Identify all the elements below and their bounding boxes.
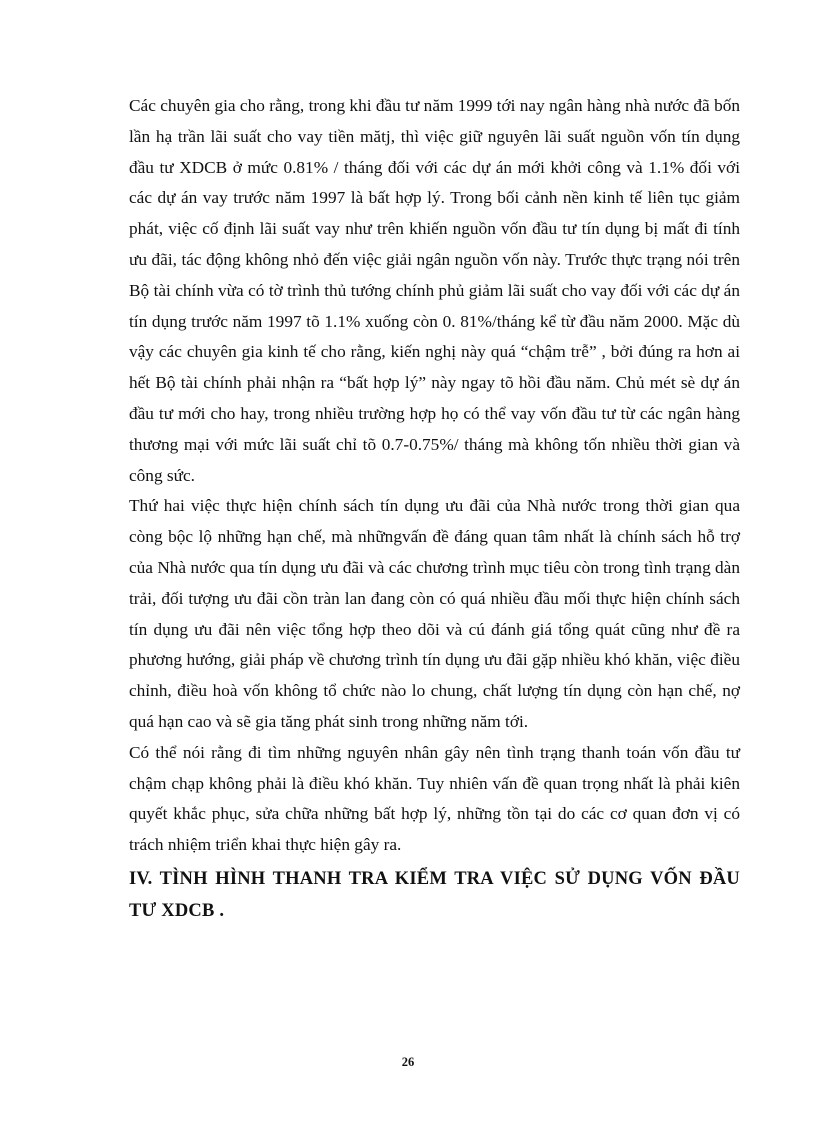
paragraph-causes: Có thể nói rằng đi tìm những nguyên nhân gây nên tình trạng thanh toán vốn đầu tư chậm chạp không phải là điều khó khăn. Tuy nhiên vấn đề quan trọng nhất là phải kiên quyết khắc phục, sửa chữa những bất hợp lý, những tồn tại do các cơ quan đơn vị có trách nhiệm triển khai thực hiện gây ra. bbox=[129, 742, 740, 855]
document-body bbox=[129, 91, 740, 927]
section-heading: IV. TÌNH HÌNH THANH TRA KIỂM TRA VIỆC SỬ DỤNG VỐN ĐẦU TƯ XDCB . bbox=[129, 868, 740, 921]
page-number: 26 bbox=[401, 1055, 415, 1069]
paragraph-interest-rates: Các chuyên gia cho rằng, trong khi đầu tư năm 1999 tới nay ngân hàng nhà nước đã bốn lần hạ trần lãi suất cho vay tiền mătj, thì việc giữ nguyên lãi suất nguồn vốn tín dụng đầu tư XDCB ở mức 0.81% / tháng đối với các dự án mới khởi công và 1.1% đối với các dự án vay trước năm 1997 là bất hợp lý. Trong bối cảnh nền kinh tế liên tục giảm phát, việc cố định lãi suất vay như trên khiến nguồn vốn đầu tư tín dụng bị mất đi tính ưu đãi, tác động không nhỏ đến việc giải ngân nguồn vốn này. Trước thực trạng nói trên Bộ tài chính vừa có tờ trình thủ tướng chính phủ giảm lãi suất cho vay đối với các dự án tín dụng trước năm 1997 tõ 1.1% xuống còn 0. 81%/tháng kể từ đầu năm 2000. Mặc dù vậy các chuyên gia kinh tế cho rằng, kiến nghị này quá “chậm trễ” , bởi đúng ra hơn ai hết Bộ tài chính phải nhận ra “bất hợp lý” này ngay tõ hồi đầu năm. Chủ mét sè dự án đầu tư mới cho hay, trong nhiều trường hợp họ có thể vay vốn đầu tư từ các ngân hàng thương mại với mức lãi suất chỉ tõ 0.7-0.75%/ tháng mà không tốn nhiều thời gian và công sức. bbox=[129, 96, 740, 485]
paragraph-preferential-credit: Thứ hai việc thực hiện chính sách tín dụng ưu đãi của Nhà nước trong thời gian qua còng bộc lộ những hạn chế, mà nhữngvấn đề đáng quan tâm nhất là chính sách hỗ trợ của Nhà nước qua tín dụng ưu đãi và các chương trình mục tiêu còn trong tình trạng dàn trải, đối tượng ưu đãi cồn tràn lan đang còn có quá nhiều đầu mối thực hiện chính sách tín dụng ưu đãi nên việc tổng hợp theo dõi và cú đánh giá tổng quát cũng như đề ra phương hướng, giải pháp về chương trình tín dụng ưu đãi gặp nhiều khó khăn, việc điều chỉnh, điều hoà vốn không tổ chức nào lo chung, chất lượng tín dụng còn hạn chế, nợ quá hạn cao và sẽ gia tăng phát sinh trong những năm tới. bbox=[129, 496, 740, 731]
